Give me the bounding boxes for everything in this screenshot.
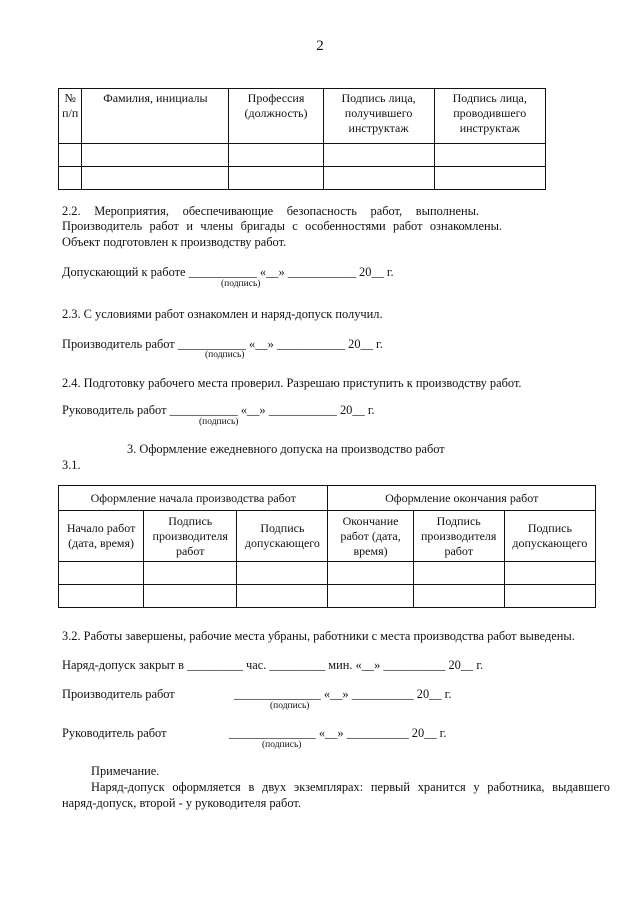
table-cell[interactable]	[413, 585, 504, 608]
table-cell[interactable]	[328, 562, 413, 585]
table-cell[interactable]	[144, 585, 237, 608]
col-admitter-signature-header: Подпись допускающего	[237, 511, 328, 562]
section-2-2-line-1: 2.2. Мероприятия, обеспечивающие безопасность работ, выполнены.	[62, 204, 479, 218]
producer-final-fill[interactable]: ______________ «__» __________ 20__ г.	[234, 687, 452, 701]
section-3-title: 3. Оформление ежедневного допуска на производство работ	[127, 442, 445, 456]
col-admitter-signature-end-header: Подпись допускающего	[504, 511, 595, 562]
col-name-header: Фамилия, инициалы	[82, 89, 229, 144]
group-end-header: Оформление окончания работ	[328, 486, 596, 511]
table-cell[interactable]	[434, 167, 545, 190]
section-3-1-label: 3.1.	[62, 458, 81, 472]
table-cell[interactable]	[59, 562, 144, 585]
table-header-row	[59, 89, 546, 144]
table-cell[interactable]	[59, 167, 82, 190]
table-row	[59, 585, 596, 608]
col-end-header: Окончание работ (дата, время)	[328, 511, 413, 562]
table-cell[interactable]	[59, 144, 82, 167]
note-title: Примечание.	[91, 764, 160, 778]
table-row	[59, 167, 546, 190]
table-cell[interactable]	[328, 585, 413, 608]
briefing-table	[58, 88, 546, 190]
signature-caption: (подпись)	[199, 417, 239, 427]
table-cell[interactable]	[323, 144, 434, 167]
signature-caption: (подпись)	[270, 701, 310, 711]
table-cell[interactable]	[434, 144, 545, 167]
section-3-2-text: 3.2. Работы завершены, рабочие места убраны, работники с места производства работ выведены.	[62, 629, 575, 643]
col-signature-received-header: Подпись лица, получившего инструктаж	[323, 89, 434, 144]
col-number-header: № п/п	[59, 89, 82, 144]
note-line-1: Наряд-допуск оформляется в двух экземплярах: первый хранится у работника, выдавшего	[91, 780, 610, 794]
permit-closed-line[interactable]: Наряд-допуск закрыт в _________ час. _________ мин. «__» __________ 20__ г.	[62, 658, 484, 672]
signature-caption: (подпись)	[262, 740, 302, 750]
table-cell[interactable]	[59, 585, 144, 608]
table-cell[interactable]	[144, 562, 237, 585]
daily-admission-table	[58, 485, 596, 608]
section-2-2-line-3: Объект подготовлен к производству работ.	[62, 235, 287, 249]
table-cell[interactable]	[82, 144, 229, 167]
section-2-4-text: 2.4. Подготовку рабочего места проверил. Разрешаю приступить к производству работ.	[62, 376, 522, 390]
col-start-header: Начало работ (дата, время)	[59, 511, 144, 562]
table-cell[interactable]	[237, 585, 328, 608]
table-cell[interactable]	[504, 562, 595, 585]
page-number: 2	[316, 38, 324, 54]
table-cell[interactable]	[504, 585, 595, 608]
col-signature-conducted-header: Подпись лица, проводившего инструктаж	[434, 89, 545, 144]
col-producer-signature-header: Подпись производителя работ	[144, 511, 237, 562]
col-profession-header: Профессия (должность)	[229, 89, 323, 144]
producer-signature-line[interactable]: Производитель работ ___________ «__» ___________ 20__ г.	[62, 337, 383, 351]
section-2-2-line-2: Производитель работ и члены бригады с особенностями работ ознакомлены.	[62, 219, 502, 233]
table-row	[59, 562, 596, 585]
col-producer-signature-end-header: Подпись производителя работ	[413, 511, 504, 562]
table-cell[interactable]	[413, 562, 504, 585]
table-cell[interactable]	[237, 562, 328, 585]
producer-final-label: Производитель работ	[62, 687, 175, 701]
manager-final-label: Руководитель работ	[62, 726, 167, 740]
table-cell[interactable]	[82, 167, 229, 190]
signature-caption: (подпись)	[221, 279, 261, 289]
admitter-signature-line[interactable]: Допускающий к работе ___________ «__» ___________ 20__ г.	[62, 265, 394, 279]
note-line-2: наряд-допуск, второй - у руководителя работ.	[62, 796, 301, 810]
table-cell[interactable]	[229, 167, 323, 190]
table-group-row	[59, 486, 596, 511]
table-row	[59, 144, 546, 167]
manager-final-fill[interactable]: ______________ «__» __________ 20__ г.	[229, 726, 447, 740]
table-header-row	[59, 511, 596, 562]
table-cell[interactable]	[323, 167, 434, 190]
section-2-3-text: 2.3. С условиями работ ознакомлен и наряд-допуск получил.	[62, 307, 383, 321]
manager-signature-line[interactable]: Руководитель работ ___________ «__» ___________ 20__ г.	[62, 403, 375, 417]
signature-caption: (подпись)	[205, 350, 245, 360]
group-start-header: Оформление начала производства работ	[59, 486, 328, 511]
table-cell[interactable]	[229, 144, 323, 167]
